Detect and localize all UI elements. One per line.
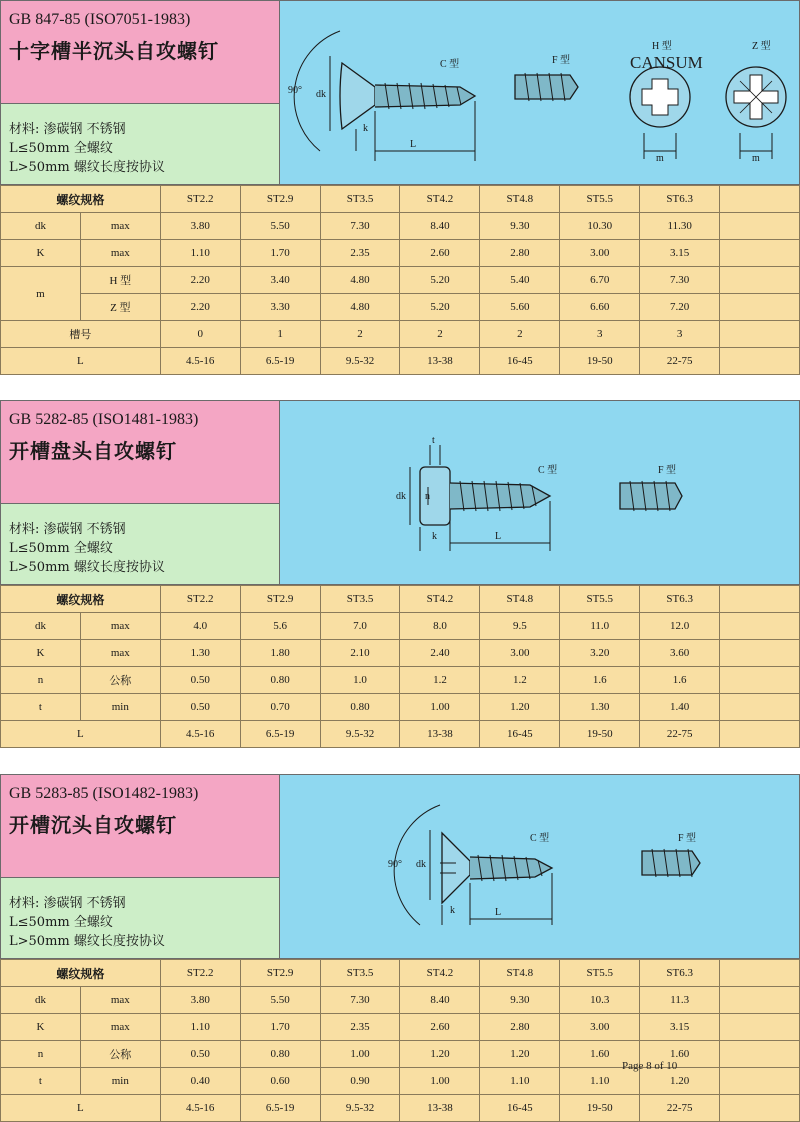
- table-row: [1, 1014, 800, 1041]
- size-cell: ST2.9: [240, 186, 320, 213]
- value-cell: 9.5-32: [320, 348, 400, 375]
- value-cell: 11.30: [640, 213, 720, 240]
- value-cell: 22-75: [640, 721, 720, 748]
- title-box: [0, 0, 280, 104]
- value-cell: 4.80: [320, 267, 400, 294]
- value-cell: 13-38: [400, 1095, 480, 1122]
- size-cell: ST4.2: [400, 586, 480, 613]
- value-cell: 6.60: [560, 294, 640, 321]
- value-cell: 1.10: [160, 240, 240, 267]
- value-cell: 6.5-19: [240, 348, 320, 375]
- empty-cell: [720, 267, 800, 294]
- value-cell: 6.70: [560, 267, 640, 294]
- empty-cell: [720, 667, 800, 694]
- value-cell: 1.40: [640, 694, 720, 721]
- t-label: t: [432, 435, 435, 446]
- value-cell: 9.5-32: [320, 1095, 400, 1122]
- param-cell: 槽号: [1, 321, 161, 348]
- value-cell: 8.40: [400, 213, 480, 240]
- product-name: 开槽沉头自攻螺钉: [9, 813, 177, 837]
- value-cell: 3: [560, 321, 640, 348]
- value-cell: 0.80: [240, 667, 320, 694]
- dk-label: dk: [416, 859, 426, 870]
- value-cell: 5.20: [400, 294, 480, 321]
- standard-code: GB 847-85 (ISO7051-1983): [9, 11, 191, 28]
- table-row: [1, 694, 800, 721]
- empty-cell: [720, 960, 800, 987]
- page-label: Page 8 of 10: [622, 1060, 678, 1072]
- value-cell: 1.6: [640, 667, 720, 694]
- param-cell: n: [1, 667, 81, 694]
- value-cell: 1: [240, 321, 320, 348]
- empty-cell: [720, 294, 800, 321]
- value-cell: 11.3: [640, 987, 720, 1014]
- screw-drawing: [280, 775, 800, 960]
- size-cell: ST2.2: [160, 186, 240, 213]
- value-cell: 1.00: [400, 1068, 480, 1095]
- param-cell: L: [1, 721, 161, 748]
- value-cell: 1.20: [480, 1041, 560, 1068]
- value-cell: 6.5-19: [240, 721, 320, 748]
- material-box: [0, 878, 280, 959]
- table-row: [1, 1068, 800, 1095]
- size-cell: ST5.5: [560, 586, 640, 613]
- param-cell: dk: [1, 213, 81, 240]
- value-cell: 4.5-16: [160, 1095, 240, 1122]
- dk-label: dk: [316, 89, 326, 100]
- value-cell: 3.80: [160, 987, 240, 1014]
- param-qualifier: min: [80, 1068, 160, 1095]
- table-row: [1, 213, 800, 240]
- empty-cell: [720, 640, 800, 667]
- spec-section-2: [0, 400, 800, 746]
- spec-header: 螺纹规格: [1, 186, 161, 213]
- param-qualifier: min: [80, 694, 160, 721]
- spec-section-1: [0, 0, 800, 372]
- size-cell: ST2.2: [160, 960, 240, 987]
- c-type-label: C 型: [538, 465, 558, 476]
- value-cell: 1.10: [480, 1068, 560, 1095]
- value-cell: 13-38: [400, 721, 480, 748]
- f-type-label: F 型: [678, 833, 697, 844]
- spec-table: [0, 959, 800, 1122]
- value-cell: 1.2: [400, 667, 480, 694]
- table-row: [1, 240, 800, 267]
- product-name: 十字槽半沉头自攻螺钉: [9, 39, 219, 63]
- param-cell: m: [1, 267, 81, 321]
- table-row: [1, 1095, 800, 1122]
- value-cell: 1.20: [640, 1068, 720, 1095]
- value-cell: 10.3: [560, 987, 640, 1014]
- value-cell: 1.0: [320, 667, 400, 694]
- table-header-row: [1, 960, 800, 987]
- table-row: [1, 1041, 800, 1068]
- value-cell: 2.10: [320, 640, 400, 667]
- empty-cell: [720, 721, 800, 748]
- m-label-h: m: [656, 153, 664, 164]
- value-cell: 2.80: [480, 240, 560, 267]
- param-qualifier: Z 型: [80, 294, 160, 321]
- spec-header: 螺纹规格: [1, 586, 161, 613]
- value-cell: 1.70: [240, 240, 320, 267]
- table-row: [1, 294, 800, 321]
- size-cell: ST4.8: [480, 186, 560, 213]
- size-cell: ST5.5: [560, 186, 640, 213]
- value-cell: 2.20: [160, 267, 240, 294]
- size-cell: ST3.5: [320, 960, 400, 987]
- param-qualifier: max: [80, 640, 160, 667]
- section-header: [0, 400, 800, 585]
- empty-cell: [720, 586, 800, 613]
- table-row: [1, 667, 800, 694]
- title-box: [0, 774, 280, 878]
- size-cell: ST2.9: [240, 586, 320, 613]
- table-row: [1, 640, 800, 667]
- material-box: [0, 504, 280, 585]
- size-cell: ST4.8: [480, 586, 560, 613]
- empty-cell: [720, 1014, 800, 1041]
- empty-cell: [720, 186, 800, 213]
- value-cell: 5.50: [240, 213, 320, 240]
- value-cell: 2.40: [400, 640, 480, 667]
- value-cell: 2: [400, 321, 480, 348]
- f-type-label: F 型: [552, 55, 571, 66]
- material-line: 材料: 渗碳钢 不锈钢: [9, 122, 126, 137]
- param-cell: L: [1, 1095, 161, 1122]
- value-cell: 1.70: [240, 1014, 320, 1041]
- value-cell: 16-45: [480, 1095, 560, 1122]
- param-cell: dk: [1, 613, 81, 640]
- value-cell: 7.20: [640, 294, 720, 321]
- value-cell: 5.20: [400, 267, 480, 294]
- param-cell: K: [1, 240, 81, 267]
- angle-label: 90°: [288, 85, 302, 96]
- length-rule-long: L>50mm 螺纹长度按协议: [9, 560, 165, 575]
- value-cell: 5.40: [480, 267, 560, 294]
- value-cell: 3.00: [560, 240, 640, 267]
- value-cell: 19-50: [560, 721, 640, 748]
- size-cell: ST2.2: [160, 586, 240, 613]
- material-box: [0, 104, 280, 185]
- value-cell: 9.5: [480, 613, 560, 640]
- param-cell: K: [1, 640, 81, 667]
- material-line: 材料: 渗碳钢 不锈钢: [9, 522, 126, 537]
- value-cell: 7.0: [320, 613, 400, 640]
- value-cell: 3.00: [560, 1014, 640, 1041]
- material-line: 材料: 渗碳钢 不锈钢: [9, 896, 126, 911]
- length-rule-short: L≤50mm 全螺纹: [9, 915, 113, 930]
- value-cell: 0: [160, 321, 240, 348]
- value-cell: 2.80: [480, 1014, 560, 1041]
- param-qualifier: H 型: [80, 267, 160, 294]
- table-row: [1, 267, 800, 294]
- param-qualifier: max: [80, 240, 160, 267]
- value-cell: 7.30: [320, 987, 400, 1014]
- empty-cell: [720, 240, 800, 267]
- param-qualifier: 公称: [80, 667, 160, 694]
- value-cell: 1.20: [480, 694, 560, 721]
- z-type-label: Z 型: [752, 41, 771, 52]
- empty-cell: [720, 613, 800, 640]
- empty-cell: [720, 213, 800, 240]
- value-cell: 0.70: [240, 694, 320, 721]
- value-cell: 9.30: [480, 213, 560, 240]
- value-cell: 7.30: [320, 213, 400, 240]
- empty-cell: [720, 1041, 800, 1068]
- length-rule-long: L>50mm 螺纹长度按协议: [9, 160, 165, 175]
- param-cell: n: [1, 1041, 81, 1068]
- size-cell: ST4.2: [400, 186, 480, 213]
- table-row: [1, 321, 800, 348]
- value-cell: 1.10: [160, 1014, 240, 1041]
- param-qualifier: 公称: [80, 1041, 160, 1068]
- value-cell: 4.80: [320, 294, 400, 321]
- k-label: k: [432, 531, 437, 542]
- value-cell: 1.10: [560, 1068, 640, 1095]
- value-cell: 1.6: [560, 667, 640, 694]
- value-cell: 10.30: [560, 213, 640, 240]
- value-cell: 3.40: [240, 267, 320, 294]
- k-label: k: [363, 123, 368, 134]
- value-cell: 5.6: [240, 613, 320, 640]
- value-cell: 7.30: [640, 267, 720, 294]
- value-cell: 6.5-19: [240, 1095, 320, 1122]
- table-row: [1, 348, 800, 375]
- screw-diagram: [280, 774, 800, 959]
- value-cell: 1.80: [240, 640, 320, 667]
- standard-code: GB 5282-85 (ISO1481-1983): [9, 411, 199, 428]
- l-label: L: [410, 139, 417, 150]
- value-cell: 5.50: [240, 987, 320, 1014]
- table-row: [1, 987, 800, 1014]
- value-cell: 8.40: [400, 987, 480, 1014]
- k-label: k: [450, 905, 455, 916]
- value-cell: 4.0: [160, 613, 240, 640]
- value-cell: 19-50: [560, 348, 640, 375]
- value-cell: 1.60: [560, 1041, 640, 1068]
- size-cell: ST6.3: [640, 186, 720, 213]
- spec-header: 螺纹规格: [1, 960, 161, 987]
- value-cell: 3.80: [160, 213, 240, 240]
- value-cell: 3: [640, 321, 720, 348]
- value-cell: 12.0: [640, 613, 720, 640]
- value-cell: 8.0: [400, 613, 480, 640]
- value-cell: 19-50: [560, 1095, 640, 1122]
- size-cell: ST3.5: [320, 186, 400, 213]
- l-label: L: [495, 907, 502, 918]
- value-cell: 2: [320, 321, 400, 348]
- value-cell: 0.40: [160, 1068, 240, 1095]
- value-cell: 3.00: [480, 640, 560, 667]
- value-cell: 2.35: [320, 1014, 400, 1041]
- value-cell: 0.50: [160, 1041, 240, 1068]
- size-cell: ST6.3: [640, 586, 720, 613]
- empty-cell: [720, 694, 800, 721]
- screw-diagram: [280, 400, 800, 585]
- param-cell: K: [1, 1014, 81, 1041]
- title-box: [0, 400, 280, 504]
- n-label: n: [425, 491, 430, 502]
- value-cell: 5.60: [480, 294, 560, 321]
- spec-table: [0, 585, 800, 748]
- product-name: 开槽盘头自攻螺钉: [9, 439, 177, 463]
- value-cell: 0.50: [160, 667, 240, 694]
- screw-diagram: [280, 0, 800, 185]
- value-cell: 4.5-16: [160, 721, 240, 748]
- table-header-row: [1, 186, 800, 213]
- value-cell: 1.00: [320, 1041, 400, 1068]
- screw-drawing: [280, 1, 800, 186]
- param-qualifier: max: [80, 613, 160, 640]
- empty-cell: [720, 1068, 800, 1095]
- value-cell: 2.20: [160, 294, 240, 321]
- empty-cell: [720, 321, 800, 348]
- param-qualifier: max: [80, 987, 160, 1014]
- spec-section-3: [0, 774, 800, 1120]
- watermark: CANSUM: [630, 53, 703, 72]
- value-cell: 0.80: [320, 694, 400, 721]
- length-rule-long: L>50mm 螺纹长度按协议: [9, 934, 165, 949]
- value-cell: 1.20: [400, 1041, 480, 1068]
- empty-cell: [720, 348, 800, 375]
- param-cell: t: [1, 694, 81, 721]
- table-header-row: [1, 586, 800, 613]
- empty-cell: [720, 987, 800, 1014]
- h-type-label: H 型: [652, 41, 672, 52]
- standard-code: GB 5283-85 (ISO1482-1983): [9, 785, 199, 802]
- empty-cell: [720, 1095, 800, 1122]
- value-cell: 9.30: [480, 987, 560, 1014]
- size-cell: ST4.8: [480, 960, 560, 987]
- value-cell: 2.60: [400, 240, 480, 267]
- size-cell: ST2.9: [240, 960, 320, 987]
- param-cell: dk: [1, 987, 81, 1014]
- value-cell: 0.60: [240, 1068, 320, 1095]
- param-qualifier: max: [80, 1014, 160, 1041]
- value-cell: 2.60: [400, 1014, 480, 1041]
- value-cell: 1.30: [160, 640, 240, 667]
- section-header: [0, 0, 800, 185]
- value-cell: 0.50: [160, 694, 240, 721]
- value-cell: 1.60: [640, 1041, 720, 1068]
- size-cell: ST4.2: [400, 960, 480, 987]
- value-cell: 3.30: [240, 294, 320, 321]
- value-cell: 9.5-32: [320, 721, 400, 748]
- value-cell: 13-38: [400, 348, 480, 375]
- value-cell: 3.15: [640, 1014, 720, 1041]
- value-cell: 1.30: [560, 694, 640, 721]
- value-cell: 1.00: [400, 694, 480, 721]
- l-label: L: [495, 531, 502, 542]
- value-cell: 22-75: [640, 348, 720, 375]
- param-qualifier: max: [80, 213, 160, 240]
- value-cell: 0.80: [240, 1041, 320, 1068]
- value-cell: 3.15: [640, 240, 720, 267]
- dk-label: dk: [396, 491, 406, 502]
- value-cell: 1.2: [480, 667, 560, 694]
- value-cell: 4.5-16: [160, 348, 240, 375]
- screw-drawing: [280, 401, 800, 586]
- value-cell: 0.90: [320, 1068, 400, 1095]
- size-cell: ST5.5: [560, 960, 640, 987]
- angle-label: 90°: [388, 859, 402, 870]
- param-cell: L: [1, 348, 161, 375]
- value-cell: 3.60: [640, 640, 720, 667]
- spec-table: [0, 185, 800, 375]
- value-cell: 3.20: [560, 640, 640, 667]
- section-header: [0, 774, 800, 959]
- table-row: [1, 613, 800, 640]
- length-rule-short: L≤50mm 全螺纹: [9, 141, 113, 156]
- m-label-z: m: [752, 153, 760, 164]
- table-row: [1, 721, 800, 748]
- param-cell: t: [1, 1068, 81, 1095]
- length-rule-short: L≤50mm 全螺纹: [9, 541, 113, 556]
- size-cell: ST6.3: [640, 960, 720, 987]
- c-type-label: C 型: [530, 833, 550, 844]
- value-cell: 22-75: [640, 1095, 720, 1122]
- value-cell: 11.0: [560, 613, 640, 640]
- value-cell: 16-45: [480, 348, 560, 375]
- value-cell: 2: [480, 321, 560, 348]
- value-cell: 16-45: [480, 721, 560, 748]
- f-type-label: F 型: [658, 465, 677, 476]
- size-cell: ST3.5: [320, 586, 400, 613]
- value-cell: 2.35: [320, 240, 400, 267]
- c-type-label: C 型: [440, 59, 460, 70]
